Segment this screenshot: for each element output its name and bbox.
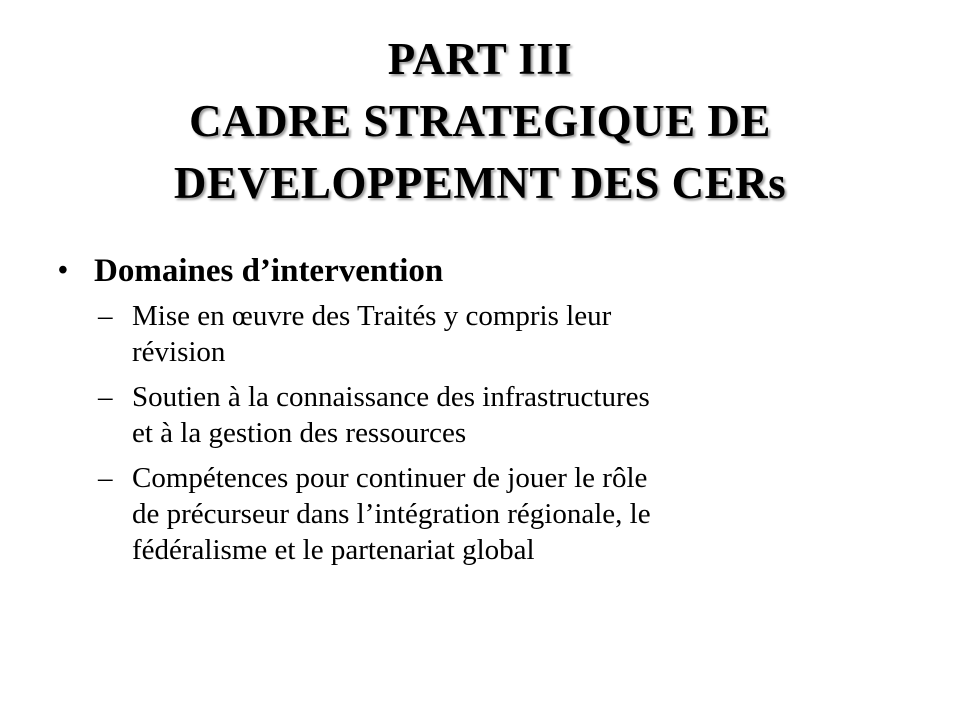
sub-item-line: Mise en œuvre des Traités y compris leur — [132, 300, 612, 332]
title-line: DEVELOPPEMNT DES CERs — [173, 158, 787, 208]
sub-item — [98, 379, 918, 451]
dash-icon: – — [98, 381, 113, 413]
sub-item-line: et à la gestion des ressources — [132, 417, 467, 449]
bullet-item — [58, 244, 918, 298]
title-line: CADRE STRATEGIQUE DE — [189, 96, 771, 146]
sub-item — [98, 298, 918, 370]
dash-icon: – — [98, 300, 113, 332]
title-line: PART III — [387, 34, 573, 84]
sub-item — [98, 460, 918, 568]
sub-item-line: de précurseur dans l’intégration régionale, le — [132, 498, 651, 530]
sub-item-line: fédéralisme et le partenariat global — [132, 534, 535, 566]
slide-body — [58, 244, 918, 577]
dash-icon: – — [98, 462, 113, 494]
sub-item-list — [98, 298, 918, 568]
bullet-text: Domaines d’intervention — [94, 253, 444, 289]
slide-title — [60, 28, 900, 214]
sub-item-line: Soutien à la connaissance des infrastructures — [132, 381, 650, 413]
sub-item-line: Compétences pour continuer de jouer le rôle — [132, 462, 648, 494]
sub-item-line: révision — [132, 336, 226, 368]
bullet-dot-icon: • — [58, 255, 68, 286]
